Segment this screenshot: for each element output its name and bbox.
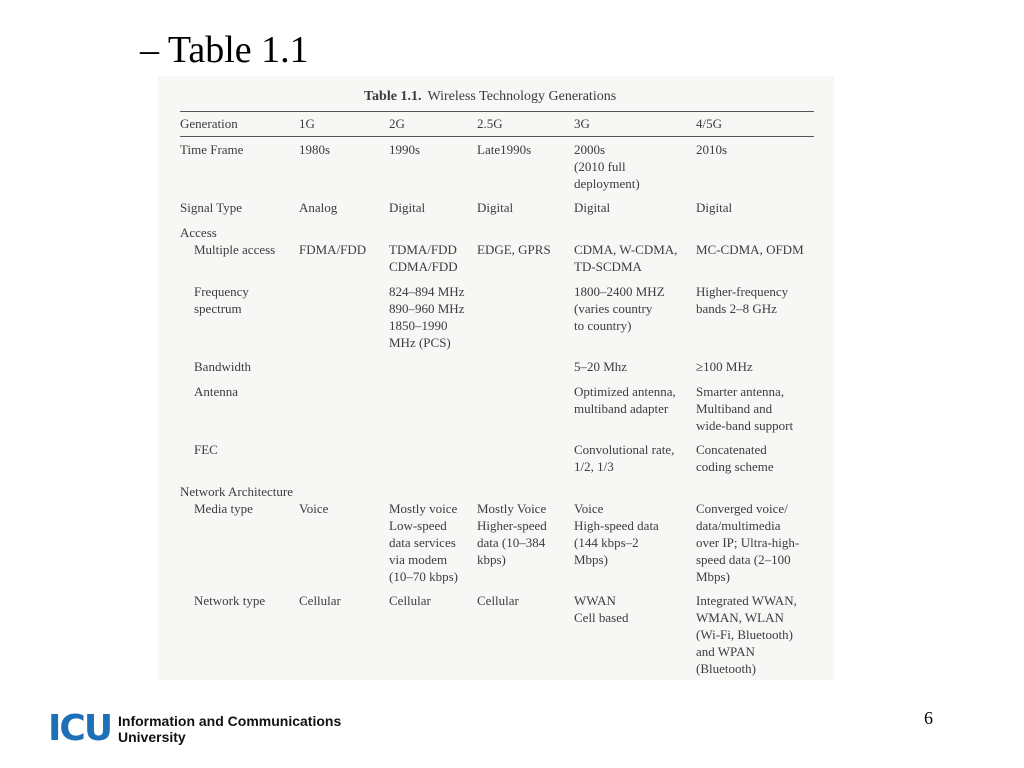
cell-time-frame-2-5g: Late1990s [477, 142, 532, 157]
row-fec-label: FEC [194, 442, 218, 457]
cell-multiple-access-1g: FDMA/FDD [299, 242, 367, 257]
cell-bandwidth-3g: 5–20 Mhz [574, 359, 628, 374]
cell-media-type-2g: Mostly voice Low-speed data services via modem (10–70 kbps) [389, 501, 458, 584]
header-generation: Generation [180, 116, 238, 131]
table-header-rule [180, 136, 814, 137]
cell-antenna-3g: Optimized antenna, multiband adapter [574, 384, 676, 416]
cell-time-frame-4-5g: 2010s [696, 142, 728, 157]
row-signal-type-label: Signal Type [180, 200, 243, 215]
cell-multiple-access-3g: CDMA, W-CDMA, TD-SCDMA [574, 242, 678, 274]
table-caption [364, 89, 624, 105]
row-frequency-spectrum-label: Frequency spectrum [194, 284, 249, 316]
cell-multiple-access-2g: TDMA/FDD CDMA/FDD [389, 242, 458, 274]
cell-network-type-2-5g: Cellular [477, 593, 519, 608]
university-logo [48, 708, 368, 749]
cell-signal-type-2g: Digital [389, 200, 426, 215]
cell-time-frame-3g: 2000s (2010 full deployment) [574, 142, 640, 191]
row-time-frame-label: Time Frame [180, 142, 244, 157]
table-caption-label: Table 1.1. [364, 89, 422, 104]
cell-network-type-2g: Cellular [389, 593, 431, 608]
header-2-5g: 2.5G [477, 116, 503, 131]
cell-media-type-2-5g: Mostly Voice Higher-speed data (10–384 kbps) [477, 501, 547, 567]
cell-time-frame-2g: 1990s [389, 142, 421, 157]
row-multiple-access-label: Multiple access [194, 242, 276, 257]
table-caption-title: Wireless Technology Generations [427, 89, 617, 104]
header-1g: 1G [299, 116, 315, 131]
cell-antenna-4-5g: Smarter antenna, Multiband and wide-band support [696, 384, 794, 433]
row-bandwidth-label: Bandwidth [194, 359, 252, 374]
cell-signal-type-2-5g: Digital [477, 200, 514, 215]
section-access: Access [180, 225, 217, 240]
cell-signal-type-1g: Analog [299, 200, 338, 215]
cell-frequency-spectrum-3g: 1800–2400 MHZ (varies country to country) [574, 284, 665, 333]
cell-fec-4-5g: Concatenated coding scheme [696, 442, 774, 474]
page-number: 6 [924, 708, 933, 728]
table-top-rule [180, 111, 814, 112]
cell-media-type-1g: Voice [299, 501, 329, 516]
cell-media-type-4-5g: Converged voice/ data/multimedia over IP; Ultra-high- speed data (2–100 Mbps) [696, 501, 800, 584]
cell-network-type-1g: Cellular [299, 593, 341, 608]
cell-network-type-4-5g: Integrated WWAN, WMAN, WLAN (Wi-Fi, Bluetooth) and WPAN (Bluetooth) [696, 593, 797, 676]
cell-frequency-spectrum-4-5g: Higher-frequency bands 2–8 GHz [696, 284, 789, 316]
cell-multiple-access-4-5g: MC-CDMA, OFDM [696, 242, 804, 257]
header-3g: 3G [574, 116, 590, 131]
cell-multiple-access-2-5g: EDGE, GPRS [477, 242, 551, 257]
cell-signal-type-3g: Digital [574, 200, 611, 215]
header-4-5g: 4/5G [696, 116, 722, 131]
section-network-architecture: Network Architecture [180, 484, 293, 499]
row-network-type-label: Network type [194, 593, 266, 608]
slide-title: – Table 1.1 [140, 29, 309, 71]
cell-time-frame-1g: 1980s [299, 142, 331, 157]
row-media-type-label: Media type [194, 501, 253, 516]
cell-signal-type-4-5g: Digital [696, 200, 733, 215]
logo-text: Information and Communications University [118, 713, 342, 745]
header-2g: 2G [389, 116, 405, 131]
icu-logo-mark: ICU [48, 708, 112, 749]
cell-frequency-spectrum-2g: 824–894 MHz 890–960 MHz 1850–1990 MHz (PCS) [389, 284, 465, 350]
row-antenna-label: Antenna [194, 384, 239, 399]
cell-fec-3g: Convolutional rate, 1/2, 1/3 [574, 442, 675, 474]
cell-bandwidth-4-5g: ≥100 MHz [696, 359, 753, 374]
cell-network-type-3g: WWAN Cell based [574, 593, 629, 625]
table-scan [158, 76, 834, 680]
cell-media-type-3g: Voice High-speed data (144 kbps–2 Mbps) [574, 501, 659, 567]
